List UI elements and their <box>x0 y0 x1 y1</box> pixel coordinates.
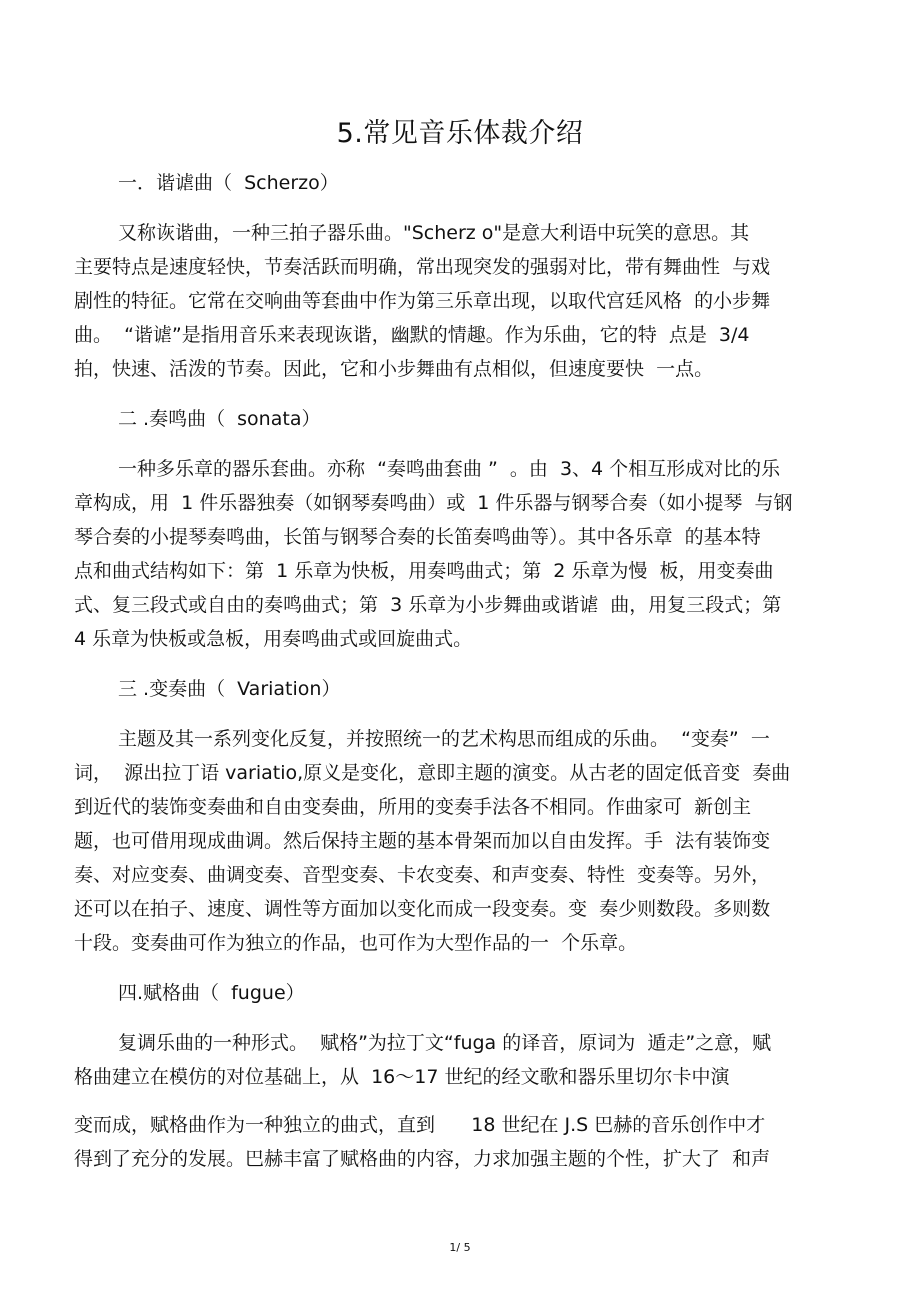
paragraph-line: 格曲建立在模仿的对位基础上，从 16～17 世纪的经文歌和器乐里切尔卡中演 <box>74 1066 730 1088</box>
paragraph-line: 到近代的装饰变奏曲和自由变奏曲，所用的变奏手法各不相同。作曲家可 新创主 <box>74 796 752 818</box>
paragraph-line: 主题及其一系列变化反复，并按照统一的艺术构思而组成的乐曲。 “变奏” 一 <box>118 728 770 750</box>
paragraph-line: 式、复三段式或自由的奏鸣曲式；第 3 乐章为小步舞曲或谐谑 曲，用复三段式；第 <box>74 594 782 616</box>
paragraph-line: 变而成，赋格曲作为一种独立的曲式，直到 18 世纪在 J.S 巴赫的音乐创作中才 <box>74 1114 766 1136</box>
paragraph-line: 一种多乐章的器乐套曲。亦称 “奏鸣曲套曲 ” 。由 3、4 个相互形成对比的乐 <box>118 458 781 480</box>
section-heading-fugue: 四.赋格曲（ fugue） <box>118 982 305 1004</box>
paragraph-line: 十段。变奏曲可作为独立的作品，也可作为大型作品的一 个乐章。 <box>74 932 638 954</box>
paragraph-line: 奏、对应变奏、曲调变奏、音型变奏、卡农变奏、和声变奏、特性 变奏等。另外， <box>74 864 771 886</box>
paragraph-line: 复调乐曲的一种形式。 赋格”为拉丁文“fuga 的译音，原词为 遁走”之意，赋 <box>118 1032 772 1054</box>
paragraph-line: 点和曲式结构如下：第 1 乐章为快板，用奏鸣曲式；第 2 乐章为慢 板，用变奏曲 <box>74 560 774 582</box>
section-heading-variation: 三 .变奏曲（ Variation） <box>118 678 341 700</box>
paragraph-line: 题，也可借用现成曲调。然后保持主题的基本骨架而加以自由发挥。手 法有装饰变 <box>74 830 771 852</box>
paragraph-line: 拍，快速、活泼的节奏。因此，它和小步舞曲有点相似，但速度要快 一点。 <box>74 358 714 380</box>
paragraph-line: 又称诙谐曲，一种三拍子器乐曲。"Scherz o"是意大利语中玩笑的意思。其 <box>118 222 750 244</box>
paragraph-line: 得到了充分的发展。巴赫丰富了赋格曲的内容，力求加强主题的个性，扩大了 和声 <box>74 1148 771 1170</box>
paragraph-line: 4 乐章为快板或急板，用奏鸣曲式或回旋曲式。 <box>74 628 473 650</box>
section-heading-sonata: 二 .奏鸣曲（ sonata） <box>118 408 321 430</box>
paragraph-line: 琴合奏的小提琴奏鸣曲，长笛与钢琴合奏的长笛奏鸣曲等）。其中各乐章 的基本特 <box>74 526 761 548</box>
paragraph-line: 曲。 “谐谑”是指用音乐来表现诙谐，幽默的情趣。作为乐曲，它的特 点是 3/4 <box>74 324 750 346</box>
paragraph-line: 章构成，用 1 件乐器独奏（如钢琴奏鸣曲）或 1 件乐器与钢琴合奏（如小提琴 与钢 <box>74 492 793 514</box>
paragraph-line: 剧性的特征。它常在交响曲等套曲中作为第三乐章出现，以取代宫廷风格 的小步舞 <box>74 290 771 312</box>
page-number: 1/ 5 <box>449 1241 471 1254</box>
paragraph-line: 还可以在拍子、速度、调性等方面加以变化而成一段变奏。变 奏少则数段。多则数 <box>74 898 771 920</box>
section-heading-scherzo: 一．谐谑曲（ Scherzo） <box>118 172 339 194</box>
paragraph-line: 词， 源出拉丁语 variatio,原义是变化，意即主题的演变。从古老的固定低音变 奏曲 <box>74 762 791 784</box>
paragraph-line: 主要特点是速度轻快，节奏活跃而明确，常出现突发的强弱对比，带有舞曲性 与戏 <box>74 256 771 278</box>
page-title: 5.常见音乐体裁介绍 <box>336 118 584 149</box>
